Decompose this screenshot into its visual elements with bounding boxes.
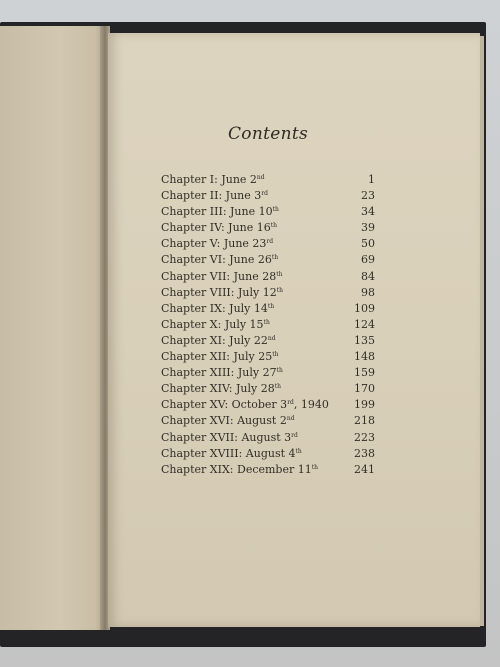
chapter-label: Chapter XVI: August 2 bbox=[161, 414, 287, 428]
chapter-title bbox=[161, 269, 283, 285]
toc-entry bbox=[161, 285, 381, 301]
page-number: 238 bbox=[354, 446, 375, 460]
chapter-label: Chapter XIII: July 27 bbox=[161, 366, 277, 380]
chapter-label: Chapter X: July 15 bbox=[161, 317, 264, 331]
ordinal-suffix: th bbox=[276, 367, 283, 375]
toc-entry bbox=[161, 269, 381, 285]
ordinal-suffix: th bbox=[276, 270, 283, 278]
chapter-label: Chapter III: June 10 bbox=[161, 205, 273, 219]
toc-entry bbox=[161, 236, 381, 252]
ordinal-suffix: th bbox=[276, 286, 283, 294]
chapter-title bbox=[161, 333, 276, 349]
toc-entry bbox=[161, 413, 381, 429]
chapter-title bbox=[161, 446, 302, 462]
chapter-title bbox=[161, 462, 318, 478]
chapter-label: Chapter VI: June 26 bbox=[161, 253, 272, 267]
ordinal-suffix: th bbox=[274, 383, 282, 391]
page-number: 241 bbox=[354, 462, 375, 476]
page-number: 159 bbox=[354, 366, 375, 380]
chapter-label: Chapter XVII: August 3 bbox=[161, 430, 292, 444]
page-number: 23 bbox=[361, 189, 375, 203]
chapter-title bbox=[161, 204, 279, 220]
chapter-label: Chapter II: June 3 bbox=[161, 189, 262, 203]
toc-entry bbox=[161, 301, 381, 317]
ordinal-suffix: rd bbox=[261, 190, 268, 198]
page-number: 170 bbox=[354, 382, 375, 396]
chapter-title bbox=[161, 301, 274, 317]
chapter-title bbox=[161, 285, 283, 301]
chapter-label: Chapter XII: July 25 bbox=[161, 350, 273, 364]
ordinal-suffix: th bbox=[271, 254, 279, 262]
page-number: 69 bbox=[361, 253, 375, 267]
chapter-title bbox=[161, 172, 265, 188]
page-number: 39 bbox=[361, 221, 375, 235]
chapter-label: Chapter XIV: July 28 bbox=[161, 382, 275, 396]
toc-entry bbox=[161, 188, 381, 204]
ordinal-suffix: th bbox=[272, 351, 279, 359]
chapter-label: Chapter XVIII: August 4 bbox=[161, 446, 296, 460]
page-number: 1 bbox=[368, 173, 375, 186]
toc-entry bbox=[161, 317, 381, 333]
toc-entry bbox=[161, 381, 381, 397]
page-edge bbox=[480, 36, 484, 626]
toc-entry bbox=[161, 462, 381, 478]
contents-title: Contents bbox=[228, 124, 308, 144]
left-page bbox=[0, 26, 108, 630]
ordinal-suffix: rd bbox=[291, 431, 298, 439]
page-number: 148 bbox=[354, 350, 375, 364]
chapter-title bbox=[161, 430, 298, 446]
ordinal-suffix: nd bbox=[256, 174, 265, 181]
chapter-label: Chapter IX: July 14 bbox=[161, 301, 268, 315]
chapter-title bbox=[161, 236, 273, 252]
ordinal-suffix: th bbox=[267, 302, 275, 310]
toc-entry bbox=[161, 349, 381, 365]
chapter-label: Chapter XIX: December 11 bbox=[161, 462, 312, 476]
ordinal-suffix: rd bbox=[287, 399, 294, 407]
page-number: 124 bbox=[354, 317, 375, 331]
chapter-title bbox=[161, 317, 270, 333]
page-number: 135 bbox=[354, 333, 375, 347]
toc-entry bbox=[161, 365, 381, 381]
toc-entry bbox=[161, 446, 381, 462]
chapter-label: Chapter VIII: July 12 bbox=[161, 285, 277, 299]
page-number: 109 bbox=[354, 301, 375, 315]
table-of-contents bbox=[161, 172, 381, 478]
ordinal-suffix: nd bbox=[286, 415, 295, 423]
chapter-label: Chapter I: June 2 bbox=[161, 173, 257, 186]
ordinal-suffix: th bbox=[295, 447, 302, 455]
toc-entry bbox=[161, 172, 381, 188]
toc-entry bbox=[161, 204, 381, 220]
page-number: 98 bbox=[361, 285, 375, 299]
page-number: 50 bbox=[361, 237, 375, 251]
ordinal-suffix: th bbox=[311, 463, 319, 471]
toc-entry bbox=[161, 252, 381, 268]
ordinal-suffix: th bbox=[263, 318, 270, 326]
chapter-title bbox=[161, 397, 329, 413]
ordinal-suffix: th bbox=[270, 222, 278, 230]
chapter-title bbox=[161, 252, 278, 268]
chapter-title bbox=[161, 349, 279, 365]
chapter-label: Chapter IV: June 16 bbox=[161, 221, 271, 235]
chapter-title bbox=[161, 220, 277, 236]
page-number: 223 bbox=[354, 430, 375, 444]
chapter-year: , 1940 bbox=[293, 398, 329, 412]
chapter-label: Chapter XV: October 3 bbox=[161, 398, 288, 412]
chapter-label: Chapter V: June 23 bbox=[161, 237, 267, 251]
page-number: 218 bbox=[354, 414, 375, 428]
toc-entry bbox=[161, 220, 381, 236]
toc-entry bbox=[161, 333, 381, 349]
chapter-title bbox=[161, 413, 295, 429]
chapter-label: Chapter XI: July 22 bbox=[161, 333, 268, 347]
chapter-title bbox=[161, 188, 268, 204]
page-number: 199 bbox=[354, 398, 375, 412]
toc-entry bbox=[161, 397, 381, 413]
page-number: 84 bbox=[361, 269, 375, 283]
ordinal-suffix: rd bbox=[266, 238, 274, 246]
page-number: 34 bbox=[361, 205, 375, 219]
chapter-title bbox=[161, 365, 283, 381]
chapter-label: Chapter VII: June 28 bbox=[161, 269, 277, 283]
toc-entry bbox=[161, 430, 381, 446]
ordinal-suffix: nd bbox=[267, 334, 276, 342]
ordinal-suffix: th bbox=[272, 206, 279, 214]
chapter-title bbox=[161, 381, 281, 397]
